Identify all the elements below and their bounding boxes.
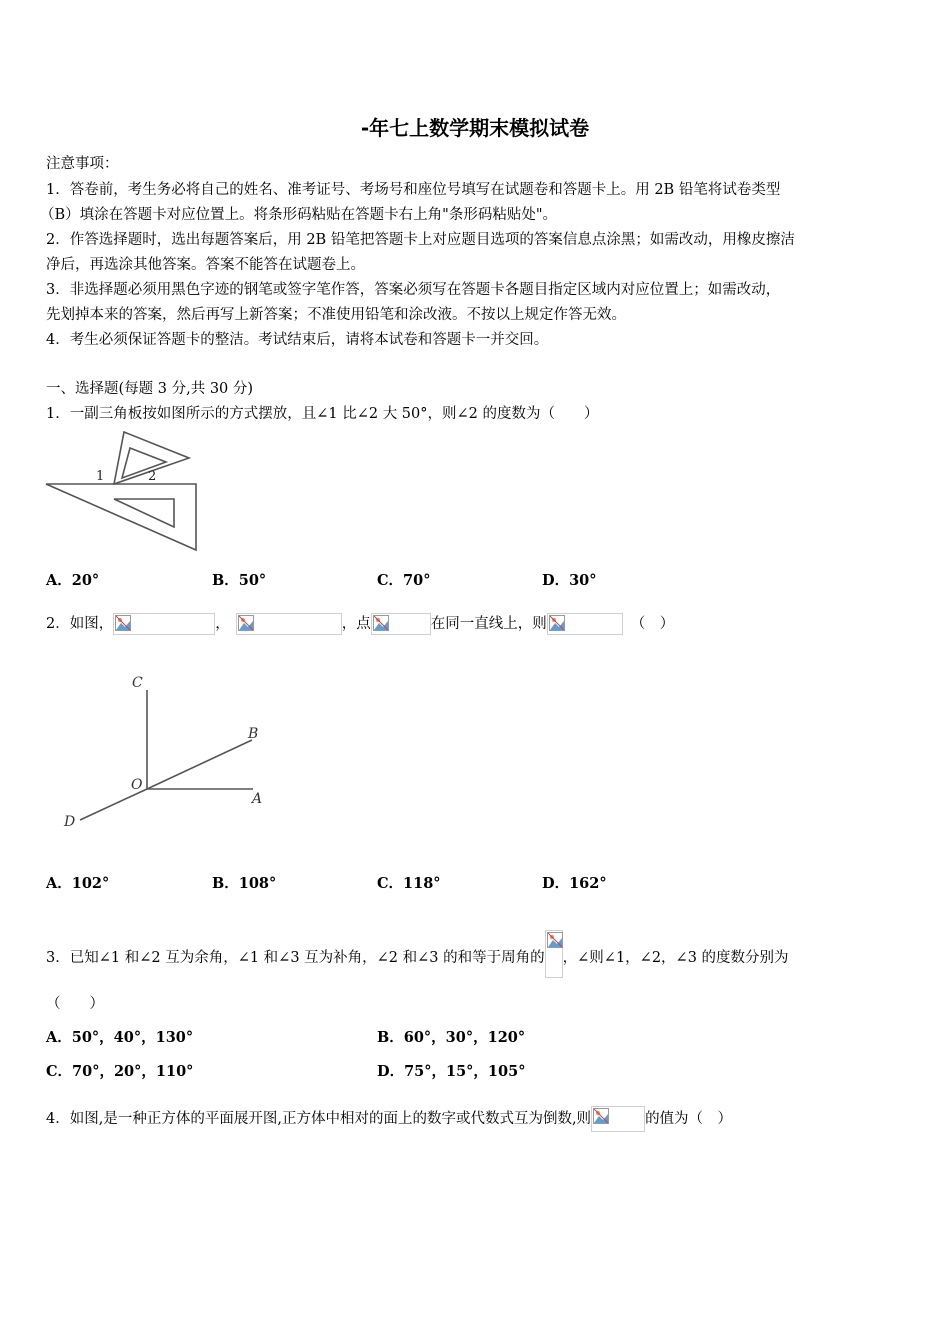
notice-line: 3．非选择题必须用黑色字迹的钢笔或签字笔作答，答案必须写在答题卡各题目指定区域内对应位置上；如需改动，	[46, 282, 781, 298]
option-b[interactable]: B．50°	[212, 572, 267, 589]
angle-label-1: 1	[96, 469, 105, 484]
q2-sep2: ，点	[341, 616, 371, 632]
question-4-text	[46, 1106, 732, 1132]
broken-image-icon	[373, 615, 389, 631]
broken-image-icon	[547, 932, 563, 948]
option-c[interactable]: C．118°	[377, 875, 441, 892]
broken-image-icon	[549, 615, 565, 631]
broken-image-icon	[115, 615, 131, 631]
option-a[interactable]: A．50°，40°，130°	[46, 1029, 194, 1046]
notice-line: 1．答卷前，考生务必将自己的姓名、准考证号、考场号和座位号填写在试题卷和答题卡上。用 2B 铅笔将试卷类型	[46, 182, 781, 198]
q2-mid: 在同一直线上，则	[430, 616, 547, 632]
option-d[interactable]: D．30°	[542, 572, 597, 589]
point-label-o: O	[131, 777, 143, 793]
question-2-text	[46, 612, 674, 635]
notice-line: 先划掉本来的答案，然后再写上新答案；不准使用铅笔和涂改液。不按以上规定作答无效。	[46, 307, 626, 323]
missing-formula-image	[591, 1106, 645, 1132]
question-1-text: 1．一副三角板按如图所示的方式摆放，且∠1 比∠2 大 50°，则∠2 的度数为（ ）	[46, 406, 599, 422]
point-label-d: D	[64, 814, 76, 830]
notice-line: 净后，再选涂其他答案。答案不能答在试题卷上。	[46, 257, 365, 273]
q4-text-before: 4．如图,是一种正方体的平面展开图,正方体中相对的面上的数字或代数式互为倒数,则	[46, 1111, 592, 1127]
broken-image-icon	[593, 1108, 609, 1124]
notice-heading: 注意事项：	[46, 156, 119, 172]
option-d[interactable]: D．162°	[542, 875, 607, 892]
q2-prefix: 2．如图，	[46, 616, 114, 632]
q4-text-after: 的值为（ ）	[645, 1111, 733, 1127]
missing-formula-image	[371, 613, 431, 635]
option-b[interactable]: B．60°，30°，120°	[377, 1029, 526, 1046]
q3-text-before: 3．已知∠1 和∠2 互为余角，∠1 和∠3 互为补角，∠2 和∠3 的和等于周角的	[46, 950, 545, 966]
option-c[interactable]: C．70°，20°，110°	[46, 1063, 194, 1080]
section-heading: 一、选择题(每题 3 分,共 30 分)	[46, 381, 254, 397]
point-label-b: B	[248, 726, 259, 742]
missing-formula-image	[113, 613, 215, 635]
notice-line: （B）填涂在答题卡对应位置上。将条形码粘贴在答题卡右上角"条形码粘贴处"。	[40, 207, 557, 223]
question-3-paren: （ ）	[46, 996, 104, 1012]
rays-figure	[60, 668, 280, 834]
page-title: -年七上数学期末模拟试卷	[360, 116, 590, 140]
missing-fraction-image	[545, 930, 563, 978]
missing-formula-image	[547, 613, 623, 635]
q2-suffix: （ ）	[630, 616, 675, 632]
question-3-text	[46, 930, 789, 978]
missing-formula-image	[236, 613, 342, 635]
option-b[interactable]: B．108°	[212, 875, 277, 892]
option-a[interactable]: A．20°	[46, 572, 100, 589]
option-d[interactable]: D．75°，15°，105°	[377, 1063, 526, 1080]
broken-image-icon	[238, 615, 254, 631]
point-label-a: A	[252, 791, 263, 807]
option-c[interactable]: C．70°	[377, 572, 431, 589]
option-a[interactable]: A．102°	[46, 875, 110, 892]
triangle-rulers-figure	[44, 428, 200, 554]
angle-label-2: 2	[148, 469, 157, 484]
point-label-c: C	[132, 675, 143, 691]
q2-sep1: ，	[215, 616, 230, 632]
q3-text-after: ，∠则∠1，∠2，∠3 的度数分别为	[562, 950, 789, 966]
notice-line: 2．作答选择题时，选出每题答案后，用 2B 铅笔把答题卡上对应题目选项的答案信息点涂黑；如需改动，用橡皮擦洁	[46, 232, 795, 248]
notice-line: 4．考生必须保证答题卡的整洁。考试结束后，请将本试卷和答题卡一并交回。	[46, 332, 549, 348]
